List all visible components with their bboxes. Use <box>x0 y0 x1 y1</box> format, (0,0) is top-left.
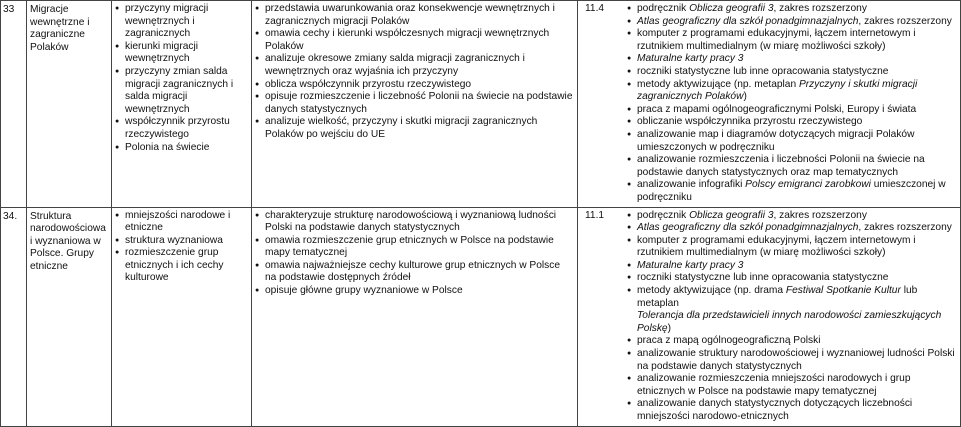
content-list <box>115 3 248 154</box>
list-item: ● komputer z programami edukacyjnymi, łączem internetowym i rzutnikiem multimedialnym (w miarę możliwości szkoły) <box>627 28 957 53</box>
list-item: ● omawia cechy i kierunki współczesnych migracji wewnętrznych Polaków <box>255 28 574 53</box>
list-item: ● Maturalne karty pracy 3 <box>627 53 957 66</box>
methods-cell <box>578 1 961 208</box>
list-item: ● analizowanie rozmieszczenia mniejszości narodowych i grup etnicznych w Polsce na podstawie mapy tematycznej <box>627 373 957 398</box>
list-item: ● współczynnik przyrostu rzeczywistego <box>115 116 248 141</box>
lesson-number: 33 <box>1 1 27 208</box>
list-item: ● analizuje okresowe zmiany salda migracji zagranicznych i wewnętrznych oraz wyjaśnia ich przyczyny <box>255 53 574 78</box>
list-item: ● kierunki migracji wewnętrznych <box>115 41 248 66</box>
list-item: ● opisuje główne grupy wyznaniowe w Polsce <box>255 285 574 298</box>
lesson-topic: Struktura narodowościowa i wyznaniowa w Polsce. Grupy etniczne <box>27 207 112 426</box>
table-row <box>1 1 961 208</box>
list-item: ● analizowanie danych statystycznych dotyczących liczebności mniejszości narodowo-etnicznych <box>627 398 957 423</box>
list-item: ● rozmieszczenie grup etnicznych i ich cechy kulturowe <box>115 247 248 285</box>
content-list <box>115 210 248 286</box>
curriculum-reference: 11.4 <box>585 3 605 14</box>
list-item: ● praca z mapą ogólnogeograficzną Polski <box>627 335 957 348</box>
list-item: ● omawia rozmieszczenie grup etnicznych w Polsce na podstawie mapy tematycznej <box>255 235 574 260</box>
list-item: ● analizowanie map i diagramów dotyczących migracji Polaków umieszczonych w podręczniku <box>627 129 957 154</box>
table-row <box>1 207 961 426</box>
list-item: ● przyczyny zmian salda migracji zagranicznych i salda migracji wewnętrznych <box>115 66 248 116</box>
list-item: ● Atlas geograficzny dla szkół ponadgimnazjalnych, zakres rozszerzony <box>627 222 957 235</box>
curriculum-reference: 11.1 <box>585 209 605 221</box>
methods-list <box>627 3 957 205</box>
requirements-list <box>255 3 574 142</box>
requirements-list <box>255 210 574 298</box>
list-item: ● komputer z programami edukacyjnymi, łączem internetowym i rzutnikiem multimedialnym (w miarę możliwości szkoły) <box>627 235 957 260</box>
list-item: ● struktura wyznaniowa <box>115 235 248 248</box>
list-item: ● mniejszości narodowe i etniczne <box>115 210 248 235</box>
list-item: ● podręcznik Oblicza geografii 3, zakres rozszerzony <box>627 3 957 16</box>
list-item: Tolerancja dla przedstawicieli innych narodowości zamieszkujących Polskę) <box>637 310 942 334</box>
list-item: ● charakteryzuje strukturę narodowościową i wyznaniową ludności Polski na podstawie danych statystycznych <box>255 210 574 235</box>
methods-list <box>627 210 957 424</box>
list-item: ● przedstawia uwarunkowania oraz konsekwencje wewnętrznych i zagranicznych migracji Polaków <box>255 3 574 28</box>
list-item: ● podręcznik Oblicza geografii 3, zakres rozszerzony <box>627 210 957 223</box>
list-item: ● obliczanie współczynnika przyrostu rzeczywistego <box>627 116 957 129</box>
list-item: ● opisuje rozmieszczenie i liczebność Polonii na świecie na podstawie danych statystycznych <box>255 91 574 116</box>
list-item: ● praca z mapami ogólnogeograficznymi Polski, Europy i świata <box>627 104 957 117</box>
list-item: ● przyczyny migracji wewnętrznych i zagranicznych <box>115 3 248 41</box>
lesson-topic: Migracje wewnętrzne i zagraniczne Polaków <box>27 1 112 208</box>
list-item: ● analizuje wielkość, przyczyny i skutki migracji zagranicznych Polaków po wejściu do UE <box>255 116 574 141</box>
list-item: ● oblicza współczynnik przyrostu rzeczywistego <box>255 79 574 92</box>
list-item: ● Polonia na świecie <box>115 142 248 155</box>
list-item: ● roczniki statystyczne lub inne opracowania statystyczne <box>627 272 957 285</box>
list-item: ● metody aktywizujące (np. metaplan Przyczyny i skutki migracji zagranicznych Polaków) <box>627 79 957 104</box>
list-item: ● roczniki statystyczne lub inne opracowania statystyczne <box>627 66 957 79</box>
content-cell <box>112 207 252 426</box>
requirements-cell <box>252 1 578 208</box>
requirements-cell <box>252 207 578 426</box>
methods-cell <box>578 207 961 426</box>
list-item: ● analizowanie rozmieszczenia i liczebności Polonii na świecie na podstawie danych statystycznych oraz map tematycznych <box>627 154 957 179</box>
list-item: ● analizowanie infografiki Polscy emigranci zarobkowi umieszczonej w podręczniku <box>627 179 957 204</box>
lesson-number: 34. <box>1 207 27 426</box>
list-item: ● omawia najważniejsze cechy kulturowe grup etnicznych w Polsce na podstawie dostępnych źródeł <box>255 260 574 285</box>
content-cell <box>112 1 252 208</box>
list-item: ● Atlas geograficzny dla szkół ponadgimnazjalnych, zakres rozszerzony <box>627 16 957 29</box>
list-item: ● metody aktywizujące (np. drama Festiwal Spotkanie Kultur lub metaplan <box>627 285 957 310</box>
list-item: ● analizowanie struktury narodowościowej i wyznaniowej ludności Polski na podstawie danych statystycznych <box>627 348 957 373</box>
list-item: ● Maturalne karty pracy 3 <box>627 260 957 273</box>
